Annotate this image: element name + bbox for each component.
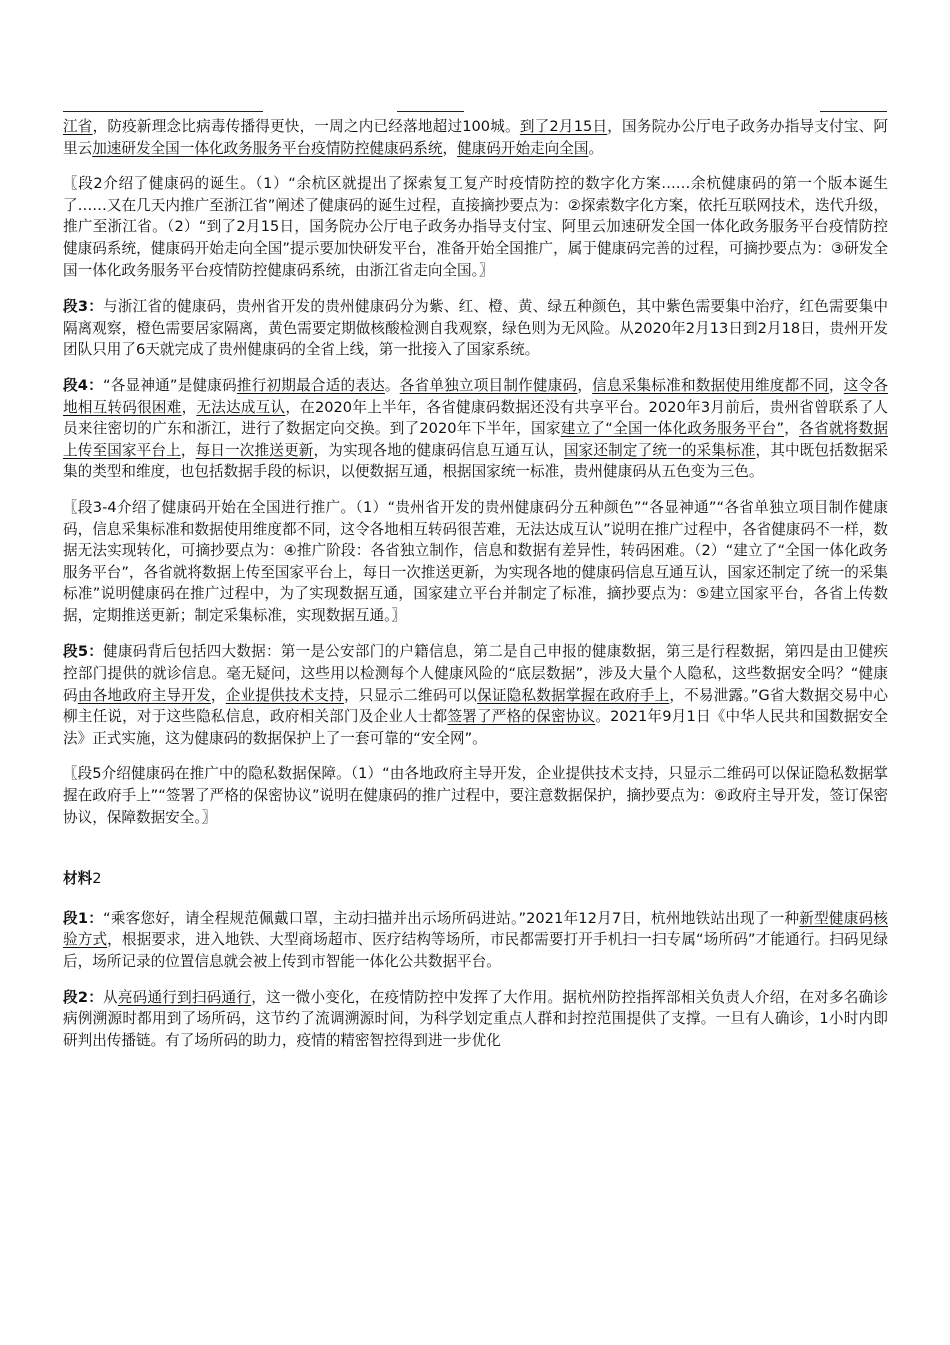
underlined-text: 到了2月15日 [519, 118, 608, 135]
paragraph-5: 段5：健康码背后包括四大数据：第一是公安部门的户籍信息，第二是自己申报的健康数据，第三是行程数据，第四是由卫健疾控部门提供的就诊信息。毫无疑问，这些用以检测每个人健康风险的“底层数据”，涉及大量个人隐私，这些数据安全吗？“健康码由各地政府主导开发，企业提供技术支持，只显示二维码可以保证隐私数据掌握在政府手上，不易泄露。”G省大数据交易中心柳主任说，对于这些隐私信息，政府相关部门及企业人士都签署了严格的保密协议。2021年9月1日《中华人民共和国数据安全法》正式实施，这为健康码的数据保护上了一套可靠的“安全网”。 [63, 643, 888, 747]
top-rule-left [63, 111, 263, 112]
top-rule-middle [397, 111, 464, 112]
underlined-text: 国家还制定了统一的采集标准 [563, 441, 756, 459]
paragraph-label: 段2： [63, 988, 104, 1006]
underlined-text: 每日一次推送更新 [195, 441, 314, 459]
underlined-text: 健康码开始走向全国 [457, 139, 589, 157]
material-2-paragraph-2: 段2：从亮码通行到扫码通行，这一微小变化，在疫情防控中发挥了大作用。据杭州防控指挥部相关负责人介绍，在对多名确诊病例溯源时都用到了场所码，这节约了流调溯源时间，为科学划定重点人群和封控范围提供了支撑。一旦有人确诊，1小时内即研判出传播链。有了场所码的助力，疫情的精密智控得到进一步优化 [63, 988, 888, 1049]
underlined-text: 江省 [63, 118, 93, 135]
analysis-note-3: 〖段5介绍健康码在推广中的隐私数据保障。（1）“由各地政府主导开发，企业提供技术支持，只显示二维码可以保证隐私数据掌握在政府手上”“签署了严格的保密协议”说明在健康码的推广过程中，要注意数据保护，摘抄要点为：⑥政府主导开发，签订保密协议，保障数据安全。〗 [63, 765, 888, 826]
underlined-text: 新型健康码核验方式 [63, 909, 888, 949]
paragraph-label: 段5： [63, 643, 104, 661]
paragraph-label: 段1： [63, 909, 104, 927]
paragraph-label: 段4： [63, 376, 103, 394]
underlined-text: 各省单独立项目制作健康码 [399, 376, 578, 394]
underlined-text: 无法达成互认 [196, 398, 286, 416]
paragraph-label: 段3： [63, 298, 104, 316]
top-rule-right [820, 111, 887, 112]
underlined-text: 亮码通行到扫码通行 [117, 988, 252, 1006]
underlined-text: 由各地政府主导开发 [77, 686, 211, 704]
paragraph-3: 段3：与浙江省的健康码，贵州省开发的贵州健康码分为紫、红、橙、黄、绿五种颜色，其中紫色需要集中治疗，红色需要集中隔离观察，橙色需要居家隔离，黄色需要定期做核酸检测自我观察，绿色则为无风险。从2020年2月13日到2月18日，贵州开发团队只用了6天就完成了贵州健康码的全省上线，第一批接入了国家系统。 [63, 298, 888, 359]
underlined-text: 加速研发全国一体化政务服务平台疫情防控健康码系统 [92, 139, 443, 157]
material-2-paragraph-1: 段1：“乘客您好，请全程规范佩戴口罩，主动扫描并出示场所码进站。”2021年12月7日，杭州地铁站出现了一种新型健康码核验方式，根据要求，进入地铁、大型商场超市、医疗结构等场所，市民都需要打开手机扫一扫专属“场所码”才能通行。扫码见绿后，场所记录的位置信息就会被上传到市智能一体化公共数据平台。 [63, 909, 888, 970]
underlined-text: 建立了“全国一体化政务服务平台” [560, 420, 785, 438]
document-body [63, 116, 888, 1065]
underlined-text: 保证隐私数据掌握在政府手上 [477, 686, 670, 704]
underlined-text: 推行初期最合适的表达 [236, 376, 385, 394]
underlined-text: 这令各地相互转码很困难 [63, 376, 888, 416]
underlined-text: 签署了严格的保密协议 [447, 708, 596, 726]
paragraph-2-continued: 江省，防疫新理念比病毒传播得更快，一周之内已经落地超过100城。到了2月15日，国务院办公厅电子政务办指导支付宝、阿里云加速研发全国一体化政务服务平台疫情防控健康码系统，健康码开始走向全国。 [63, 118, 888, 157]
analysis-note-1: 〖段2介绍了健康码的诞生。（1）“余杭区就提出了探索复工复产时疫情防控的数字化方案……余杭健康码的第一个版本诞生了……又在几天内推广至浙江省”阐述了健康码的诞生过程，直接摘抄要点为：②探索数字化方案，依托互联网技术，迭代升级，推广至浙江省。（2）“到了2月15日，国务院办公厅电子政务办指导支付宝、阿里云加速研发全国一体化政务服务平台疫情防控健康码系统，健康码开始走向全国”提示要加快研发平台，准备开始全国推广，属于健康码完善的过程，可摘抄要点为：③研发全国一体化政务服务平台疫情防控健康码系统，由浙江省走向全国。〗 [63, 175, 888, 279]
material-2-heading: 材料2 [63, 870, 102, 888]
underlined-text: 企业提供技术支持 [225, 686, 344, 704]
paragraph-4: 段4：“各显神通”是健康码推行初期最合适的表达。各省单独立项目制作健康码，信息采集标准和数据使用维度都不同，这令各地相互转码很困难，无法达成互认，在2020年上半年，各省健康码数据还没有共享平台。2020年3月前后，贵州省曾联系了人员来往密切的广东和浙江，进行了数据定向交换。到了2020年下半年，国家建立了“全国一体化政务服务平台”，各省就将数据上传至国家平台上，每日一次推送更新，为实现各地的健康码信息互通互认，国家还制定了统一的采集标准，其中既包括数据采集的类型和维度，也包括数据手段的标识，以便数据互通，根据国家统一标准，贵州健康码从五色变为三色。 [63, 376, 888, 481]
underlined-text: 信息采集标准和数据使用维度都不同 [592, 376, 829, 394]
analysis-note-2: 〖段3-4介绍了健康码开始在全国进行推广。（1）“贵州省开发的贵州健康码分五种颜色”“各显神通”“各省单独立项目制作健康码，信息采集标准和数据使用维度都不同，这令各地相互转码很苦难，无法达成互认”说明在推广过程中，各省健康码不一样，数据无法实现转化，可摘抄要点为：④推广阶段：各省独立制作，信息和数据有差异性，转码困难。（2）“建立了“全国一体化政务服务平台”，各省就将数据上传至国家平台上，每日一次推送更新，为实现各地的健康码信息互通互认，国家还制定了统一的采集标准”说明健康码在推广过程中，为了实现数据互通，国家建立平台并制定了标准，摘抄要点为：⑤建立国家平台，各省上传数据，定期推送更新；制定采集标准，实现数据互通。〗 [63, 498, 888, 624]
underlined-text: 各省就将数据上传至国家平台上 [63, 420, 888, 459]
